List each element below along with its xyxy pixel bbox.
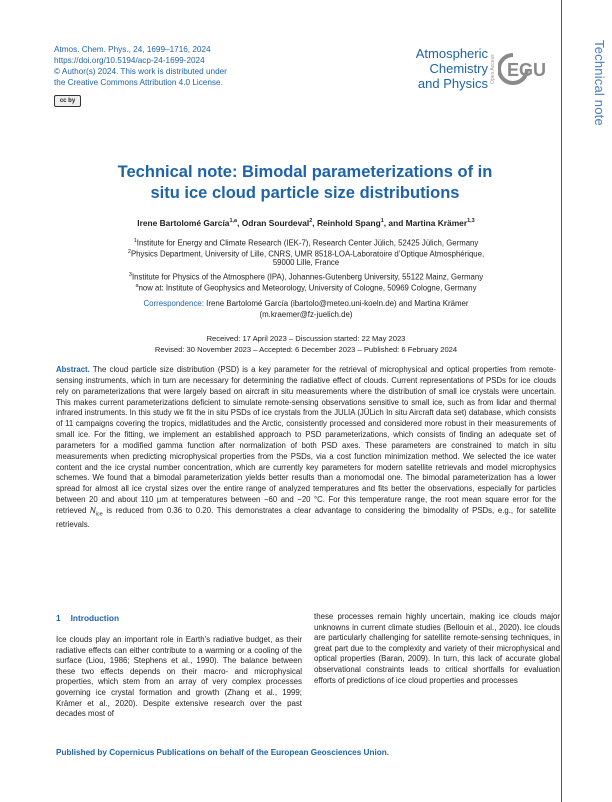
author-name: , Reinhold Spang [312,218,381,228]
author-affil-marker: 1,3 [467,218,475,225]
title-line-2: situ ice cloud particle size distributions [150,184,460,202]
paper-title [100,162,510,204]
citation-block [54,44,314,88]
received-dates: Received: 17 April 2023 – Discussion started: 22 May 2023 [206,334,406,343]
published-dates: Revised: 30 November 2023 – Accepted: 6 December 2023 – Published: 6 February 2024 [154,345,458,354]
cc-license-icon[interactable]: cc by [54,95,81,107]
citation-journal-line: Atmos. Chem. Phys., 24, 1699–1716, 2024 [54,45,211,54]
section-heading [56,613,129,623]
affiliation-a: $^a$now at: Institute of Geophysics and Meteorology, University of Cologne, 50969 Cologne, Germany [135,283,477,293]
affiliation-2-cont: 59000 Lille, France [272,258,340,267]
intro-left-column: Ice clouds play an important role in Earth’s radiative budget, as their radiative effects can either contribute to a warming or a cooling of the surface (Liou, 1986; Stephens et al., 1990). The balance between these two effects depends on their macro- and microphysical properties, which stem from an array of very complex processes governing ice crystal formation and growth (Zhang et al., 1999; Krämer et al., 2020). Despite extensive research over the past decades most of [56,635,302,719]
author-name: , and Martina Krämer [383,218,468,228]
correspondence-line-2[interactable]: (m.kraemer@fz-juelich.de) [259,310,353,319]
citation-doi-link[interactable]: https://doi.org/10.5194/acp-24-1699-2024 [54,56,205,65]
author-name: , Odran Sourdeval [237,218,310,228]
author-affil-marker: 1,a [229,218,238,225]
correspondence-line-1[interactable]: Irene Bartolomé García (ibartolo@meteo.uni-koeln.de) and Martina Krämer [203,299,469,308]
journal-logo-text [390,46,488,91]
affiliation-2: $^2$Physics Department, University of Lille, CNRS, UMR 8518-LOA-Laboratoire d’Optique Atmosphérique, [127,249,485,259]
abstract-variable-subscript: ice [95,511,103,518]
egu-logo-icon [498,50,546,88]
abstract-heading: Abstract. [56,365,90,374]
open-access-label: Open Access [490,54,496,84]
section-number: 1 [56,613,61,623]
section-title: Introduction [70,613,120,623]
intro-right-column: these processes remain highly uncertain, making ice clouds major unknowns in current climate studies (Bellouin et al., 2020). Ice clouds are particularly challenging for satellite remote-sensing techniques, in great part due to the complexity and variety of their microphysical and optical properties (Baran, 2009). In turn, this lack of accurate global observational constraints leads to critical shortfalls for evaluation efforts of predictions of ice cloud properties and processes [314,612,560,685]
author-affil-marker: 1 [380,218,384,225]
journal-line-3: and Physics [417,76,488,91]
egu-logo-text: EGU [507,60,546,80]
author-affil-marker: 2 [309,218,313,225]
citation-copyright-line: © Author(s) 2024. This work is distributed under [54,67,227,76]
abstract-text-end: is reduced from 0.36 to 0.20. This demonstrates a clear advantage to considering the bimodality of PSDs, e.g., for satellite retrievals. [56,505,556,530]
citation-license-link[interactable]: the Creative Commons Attribution 4.0 License. [54,78,223,87]
abstract-variable: N [90,505,96,515]
correspondence [80,298,532,320]
title-line-1: Technical note: Bimodal parameterizations of in [117,163,493,181]
author-list [60,218,552,228]
affiliation-1: $^1$Institute for Energy and Climate Research (IEK-7), Research Center Jülich, 52425 Jülich, Germany [133,238,479,248]
section-type-label: Technical note [592,40,607,126]
abstract [56,365,556,531]
journal-line-1: Atmospheric [415,46,488,61]
affiliation-3: $^3$Institute for Physics of the Atmosphere (IPA), Johannes-Gutenberg University, 55122 Mainz, Germany [128,272,484,282]
author-name: Irene Bartolomé García [137,218,230,228]
journal-line-2: Chemistry [429,61,488,76]
publisher-footer: Published by Copernicus Publications on behalf of the European Geosciences Union. [56,748,390,757]
abstract-text: The cloud particle size distribution (PSD) is a key parameter for the retrieval of microphysical and optical properties from remote-sensing instruments, which in turn are necessary for determining the radiative effect of clouds. Current representations of PSDs for ice clouds rely on parameterizations that were largely based on aircraft in situ measurements where the distribution of small ice crystals were uncertain. This makes current parameterizations deficient to simulate remote-sensing observations sensitive to small ice, such as from lidar and thermal infrared instruments. In this study we fit the in situ PSDs of ice crystals from the JULIA (JÜLich In situ Aircraft data set) database, which consists of 11 campaigns covering the tropics, midlatitudes and the Arctic, consistently processed and considered more robust in their measurements of small ice. For the fitting, we implement an established approach to PSD parameterizations, which consists of finding an adequate set of parameters for a modified gamma function after normalization of both PSD axes. These parameters are constrained to match in situ measurements when predicting microphysical properties from the PSDs, via a cost function minimization method. We selected the ice water content and the ice crystal number concentration, which are currently key parameters for modern satellite retrievals and model microphysics schemes. We found that a bimodal parameterization yields better results than a monomodal one. The bimodal parameterization has a lower spread for almost all ice crystal sizes over the entire range of analyzed temperatures and fits better the observations, especially for particles between 20 and about 110 µm at temperatures between −60 and −20 °C. For this temperature range, the root mean square error for the retrieved [56,365,556,515]
sidebar-rule [561,0,562,802]
correspondence-label: Correspondence: [143,299,204,308]
